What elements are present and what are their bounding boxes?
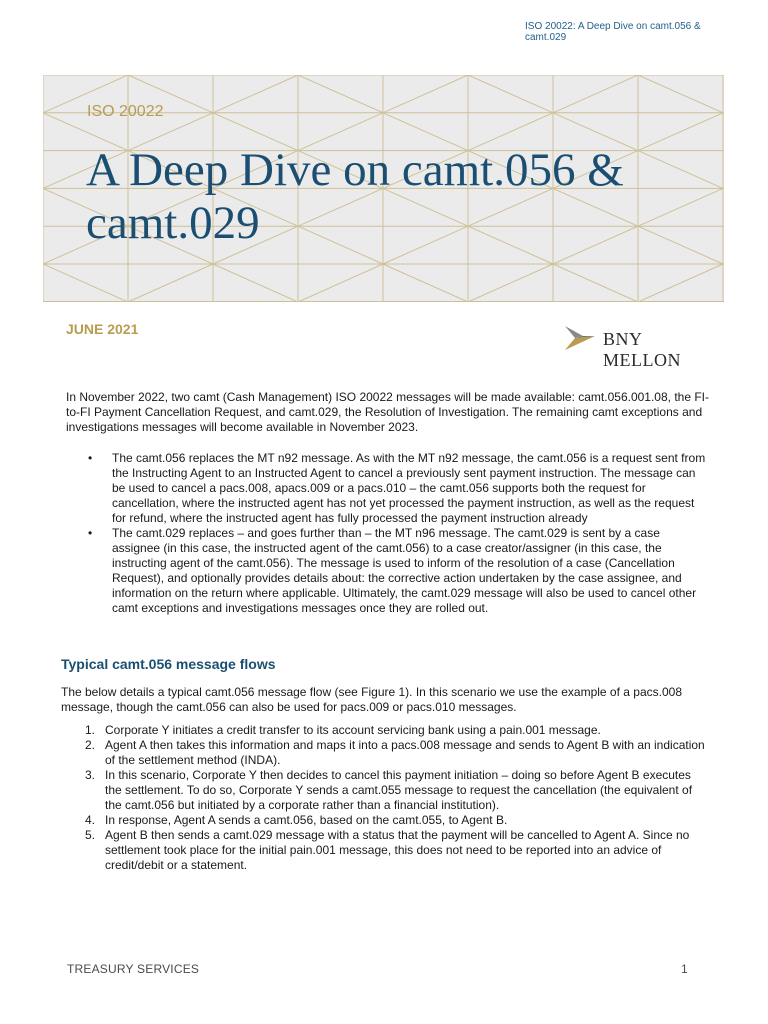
step-text: In response, Agent A sends a camt.056, based on the camt.055, to Agent B. — [105, 813, 508, 827]
step-number: 3. — [85, 768, 96, 782]
step-text: Corporate Y initiates a credit transfer to its account servicing bank using a pain.001 message. — [105, 723, 601, 737]
section-heading: Typical camt.056 message flows — [61, 656, 276, 672]
running-header-title: ISO 20022: A Deep Dive on camt.056 & camt.029 — [525, 21, 701, 43]
brand-logo-text: BNY MELLON — [603, 329, 681, 370]
bullet-marker: • — [88, 451, 93, 465]
hero-banner — [43, 75, 724, 302]
page-title: A Deep Dive on camt.056 & camt.029 — [86, 144, 624, 249]
step-text: Agent A then takes this information and maps it into a pacs.008 message and sends to Agent B with an indication of the settlement method (INDA). — [105, 738, 705, 767]
step-number: 2. — [85, 738, 96, 752]
step-number: 5. — [85, 828, 96, 842]
step-number: 1. — [85, 723, 96, 737]
step-item — [85, 768, 710, 813]
bullet-item — [88, 451, 710, 526]
step-text: In this scenario, Corporate Y then decides to cancel this payment initiation – doing so before Agent B executes the settlement. To do so, Corporate Y sends a camt.055 message to request the cancellation (the equivalent of the camt.056 but initiated by a corporate rather than a financial institution). — [105, 768, 693, 812]
step-number: 4. — [85, 813, 96, 827]
step-item — [85, 738, 710, 768]
bny-mellon-logo-icon — [563, 324, 597, 352]
step-item — [85, 828, 710, 873]
footer-label: TREASURY SERVICES — [67, 962, 200, 976]
step-text: Agent B then sends a camt.029 message with a status that the payment will be cancelled to Agent A. Since no settlement took place for the initial pain.001 message, this does not need to be reported into an advice of credit/debit or a statement. — [105, 828, 690, 872]
page-number: 1 — [681, 962, 688, 976]
bullet-list — [88, 451, 710, 616]
publication-date: JUNE 2021 — [66, 321, 139, 337]
bullet-item — [88, 526, 710, 616]
intro-paragraph: In November 2022, two camt (Cash Management) ISO 20022 messages will be made available: camt.056.001.08, the FI-to-FI Payment Cancellation Request, and camt.029, the Resolution of Investigation. The remaining camt exceptions and investigations messages will become available in November 2023. — [66, 390, 709, 434]
step-item — [85, 723, 710, 738]
bullet-text: The camt.029 replaces – and goes further than – the MT n96 message. The camt.029 is sent by a case assignee (in this case, the instructed agent of the camt.056) to a case creator/assigner (in this case, the instructing agent of the camt.056). The message is used to inform of the resolution of a case (Cancellation Request), and optionally provides details about: the corrective action undertaken by the case assignee, and information on the return where applicable. Ultimately, the camt.029 message will also be used to cancel other camt exceptions and investigations messages once they are rolled out. — [112, 526, 697, 615]
brand-logo — [563, 324, 723, 370]
step-item — [85, 813, 710, 828]
bullet-marker: • — [88, 526, 93, 540]
section-intro-paragraph: The below details a typical camt.056 message flow (see Figure 1). In this scenario we use the example of a pacs.008 message, though the camt.056 can also be used for pacs.009 or pacs.010 messages. — [61, 685, 682, 714]
bullet-text: The camt.056 replaces the MT n92 message. As with the MT n92 message, the camt.056 is a request sent from the Instructing Agent to an Instructed Agent to cancel a previously sent payment instruction. The message can be used to cancel a pacs.008, apacs.009 or a pacs.010 – the camt.056 supports both the request for cancellation, where the instructed agent has not yet processed the payment instruction, as well as the request for refund, where the instructed agent has fully processed the payment instruction already — [112, 451, 706, 525]
numbered-steps-list — [85, 723, 710, 873]
hero-kicker: ISO 20022 — [87, 103, 164, 120]
